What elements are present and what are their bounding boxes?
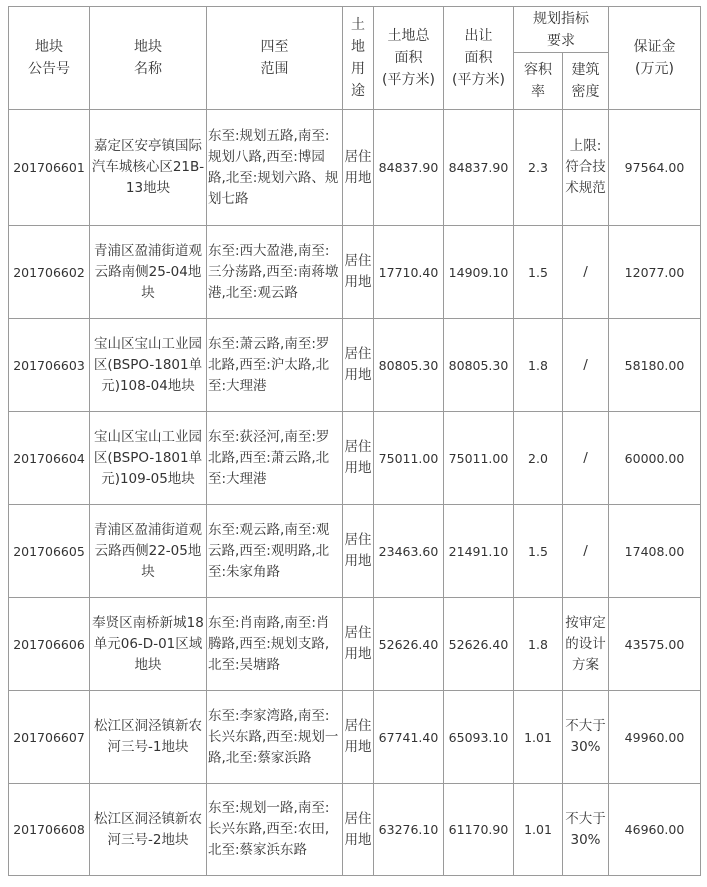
transfer-area: 65093.10 <box>444 691 514 784</box>
deposit: 49960.00 <box>609 691 701 784</box>
parcel-no: 201706602 <box>9 226 90 319</box>
header-parcel-no: 地块 公告号 <box>9 7 90 110</box>
total-area: 80805.30 <box>374 319 444 412</box>
header-transfer-area: 出让 面积 (平方米) <box>444 7 514 110</box>
parcel-bounds: 东至:西大盈港,南至:三分荡路,西至:南蒋墩港,北至:观云路 <box>207 226 343 319</box>
far: 1.01 <box>514 691 563 784</box>
transfer-area: 61170.90 <box>444 784 514 876</box>
table-row <box>9 319 701 412</box>
density: 按审定的设计方案 <box>563 598 609 691</box>
deposit: 60000.00 <box>609 412 701 505</box>
parcel-bounds: 东至:观云路,南至:观云路,西至:观明路,北至:朱家角路 <box>207 505 343 598</box>
parcel-no: 201706605 <box>9 505 90 598</box>
parcel-name: 松江区洞泾镇新农河三号-1地块 <box>90 691 207 784</box>
land-use: 居住用地 <box>343 110 374 226</box>
land-use: 居住用地 <box>343 226 374 319</box>
table-row <box>9 691 701 784</box>
table-row <box>9 505 701 598</box>
transfer-area: 80805.30 <box>444 319 514 412</box>
land-use: 居住用地 <box>343 319 374 412</box>
density: / <box>563 412 609 505</box>
total-area: 67741.40 <box>374 691 444 784</box>
parcel-no: 201706607 <box>9 691 90 784</box>
density: 上限:符合技术规范 <box>563 110 609 226</box>
parcel-name: 青浦区盈浦街道观云路南侧25-04地块 <box>90 226 207 319</box>
total-area: 52626.40 <box>374 598 444 691</box>
deposit: 97564.00 <box>609 110 701 226</box>
density: 不大于30% <box>563 784 609 876</box>
table-row <box>9 110 701 226</box>
parcel-no: 201706606 <box>9 598 90 691</box>
land-use: 居住用地 <box>343 598 374 691</box>
land-parcel-table <box>8 6 701 876</box>
far: 1.8 <box>514 319 563 412</box>
density: / <box>563 505 609 598</box>
parcel-name: 宝山区宝山工业园区(BSPO-1801单元)108-04地块 <box>90 319 207 412</box>
table-row <box>9 598 701 691</box>
far: 2.0 <box>514 412 563 505</box>
total-area: 75011.00 <box>374 412 444 505</box>
density: 不大于30% <box>563 691 609 784</box>
parcel-name: 宝山区宝山工业园区(BSPO-1801单元)109-05地块 <box>90 412 207 505</box>
deposit: 12077.00 <box>609 226 701 319</box>
total-area: 84837.90 <box>374 110 444 226</box>
parcel-bounds: 东至:萧云路,南至:罗北路,西至:沪太路,北至:大理港 <box>207 319 343 412</box>
parcel-no: 201706601 <box>9 110 90 226</box>
parcel-name: 松江区洞泾镇新农河三号-2地块 <box>90 784 207 876</box>
transfer-area: 84837.90 <box>444 110 514 226</box>
transfer-area: 14909.10 <box>444 226 514 319</box>
parcel-bounds: 东至:李家湾路,南至:长兴东路,西至:规划一路,北至:蔡家浜路 <box>207 691 343 784</box>
header-far: 容积 率 <box>514 53 563 110</box>
transfer-area: 52626.40 <box>444 598 514 691</box>
parcel-bounds: 东至:肖南路,南至:肖腾路,西至:规划支路,北至:吴塘路 <box>207 598 343 691</box>
header-deposit: 保证金 (万元) <box>609 7 701 110</box>
deposit: 43575.00 <box>609 598 701 691</box>
deposit: 46960.00 <box>609 784 701 876</box>
far: 1.5 <box>514 505 563 598</box>
parcel-no: 201706603 <box>9 319 90 412</box>
parcel-name: 奉贤区南桥新城18单元06-D-01区域地块 <box>90 598 207 691</box>
land-use: 居住用地 <box>343 505 374 598</box>
parcel-name: 青浦区盈浦街道观云路西侧22-05地块 <box>90 505 207 598</box>
table-row <box>9 226 701 319</box>
header-total-area: 土地总 面积 (平方米) <box>374 7 444 110</box>
header-density: 建筑 密度 <box>563 53 609 110</box>
total-area: 63276.10 <box>374 784 444 876</box>
table-row <box>9 412 701 505</box>
parcel-name: 嘉定区安亭镇国际汽车城核心区21B-13地块 <box>90 110 207 226</box>
deposit: 17408.00 <box>609 505 701 598</box>
deposit: 58180.00 <box>609 319 701 412</box>
density: / <box>563 226 609 319</box>
far: 2.3 <box>514 110 563 226</box>
far: 1.01 <box>514 784 563 876</box>
transfer-area: 21491.10 <box>444 505 514 598</box>
header-boundaries: 四至 范围 <box>207 7 343 110</box>
far: 1.8 <box>514 598 563 691</box>
transfer-area: 75011.00 <box>444 412 514 505</box>
table-row <box>9 784 701 876</box>
header-land-use: 土 地 用 途 <box>343 7 374 110</box>
land-use: 居住用地 <box>343 691 374 784</box>
header-parcel-name: 地块 名称 <box>90 7 207 110</box>
density: / <box>563 319 609 412</box>
parcel-bounds: 东至:规划五路,南至:规划八路,西至:博园路,北至:规划六路、规划七路 <box>207 110 343 226</box>
parcel-bounds: 东至:荻泾河,南至:罗北路,西至:萧云路,北至:大理港 <box>207 412 343 505</box>
parcel-bounds: 东至:规划一路,南至:长兴东路,西至:农田,北至:蔡家浜东路 <box>207 784 343 876</box>
total-area: 23463.60 <box>374 505 444 598</box>
header-planning: 规划指标 要求 <box>514 7 609 53</box>
parcel-no: 201706608 <box>9 784 90 876</box>
total-area: 17710.40 <box>374 226 444 319</box>
far: 1.5 <box>514 226 563 319</box>
land-use: 居住用地 <box>343 784 374 876</box>
parcel-no: 201706604 <box>9 412 90 505</box>
land-use: 居住用地 <box>343 412 374 505</box>
